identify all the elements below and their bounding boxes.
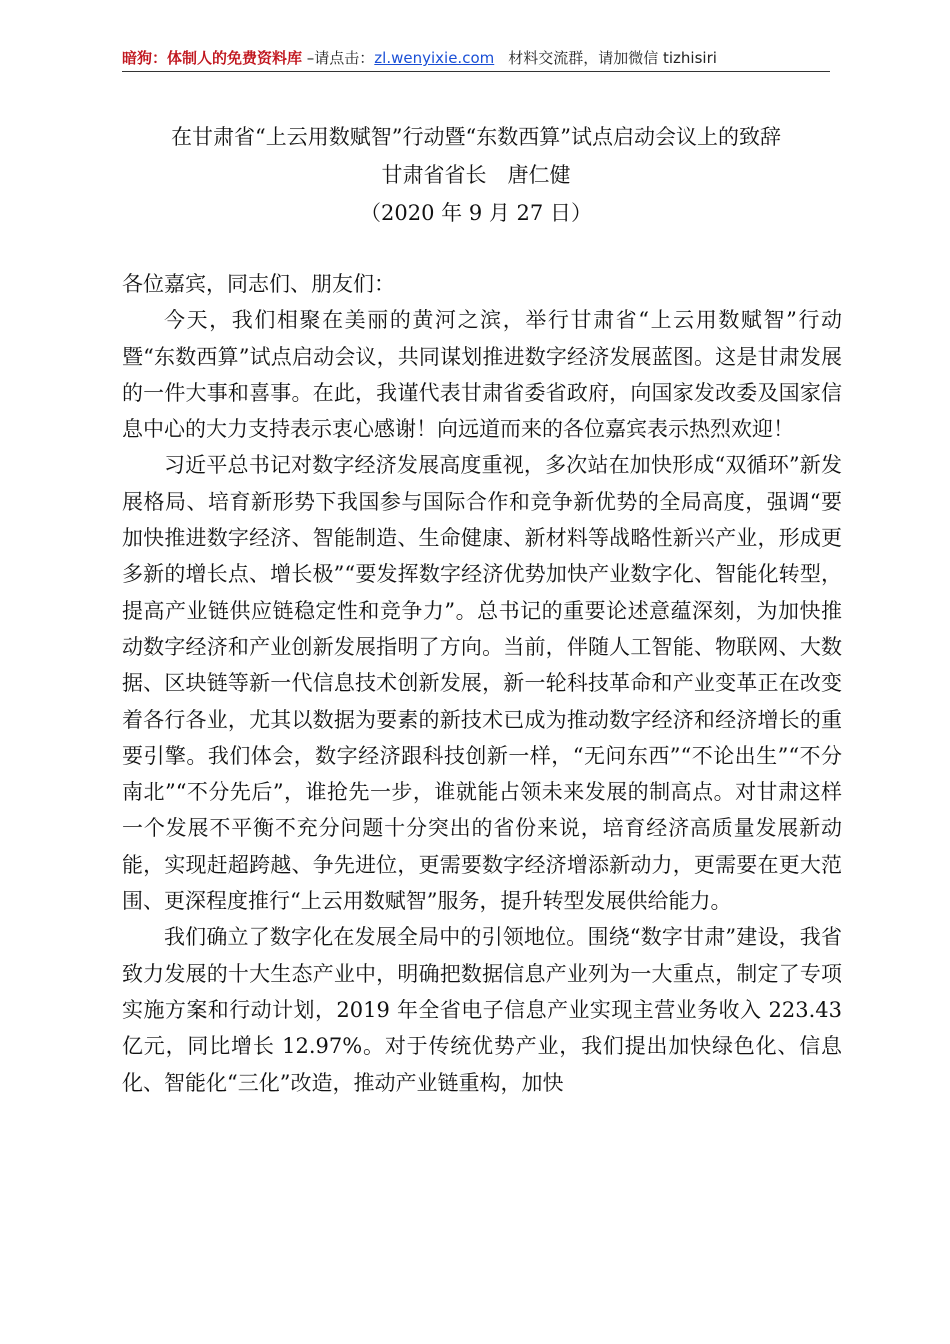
- header-note: 材料交流群，请加微信 tizhisiri: [508, 49, 717, 67]
- header-prompt: –请点击：: [302, 49, 375, 67]
- paragraph: 习近平总书记对数字经济发展高度重视，多次站在加快形成“双循环”新发展格局、培育新形势下我国参与国际合作和竞争新优势的全局高度，强调“要加快推进数字经济、智能制造、生命健康、新材料等战略性新兴产业，形成更多新的增长点、增长极”“要发挥数字经济优势加快产业数字化、智能化转型，提高产业链供应链稳定性和竞争力”。总书记的重要论述意蕴深刻，为加快推动数字经济和产业创新发展指明了方向。当前，伴随人工智能、物联网、大数据、区块链等新一代信息技术创新发展，新一轮科技革命和产业变革正在改变着各行各业，尤其以数据为要素的新技术已成为推动数字经济和经济增长的重要引擎。我们体会，数字经济跟科技创新一样，“无问东西”“不论出生”“不分南北”“不分先后”，谁抢先一步，谁就能占领未来发展的制高点。对甘肃这样一个发展不平衡不充分问题十分突出的省份来说，培育经济高质量发展新动能，实现赶超跨越、争先进位，更需要数字经济增添新动力，更需要在更大范围、更深程度推行“上云用数赋智”服务，提升转型发展供给能力。: [122, 453, 842, 914]
- document-title: 在甘肃省“上云用数赋智”行动暨“东数西算”试点启动会议上的致辞: [171, 125, 781, 149]
- header-link[interactable]: zl.wenyixie.com: [374, 49, 495, 67]
- page-header: [122, 46, 830, 70]
- header-brand: 暗狗：体制人的免费资料库: [122, 49, 303, 67]
- title-block: [122, 118, 830, 232]
- document-speaker: 甘肃省省长 唐仁健: [381, 163, 571, 187]
- paragraph: 我们确立了数字化在发展全局中的引领地位。围绕“数字甘肃”建设，我省致力发展的十大生态产业中，明确把数据信息产业列为一大重点，制定了专项实施方案和行动计划，2019 年全省电子信息产业实现主营业务收入 223.43 亿元，同比增长 12.97%。对于传统优势产业，我们提出加快绿色化、信息化、智能化“三化”改造，推动产业链重构，加快: [122, 925, 842, 1095]
- header-divider: [122, 71, 830, 72]
- document-date: （2020 年 9 月 27 日）: [360, 201, 592, 225]
- salutation: 各位嘉宾，同志们、朋友们：: [122, 272, 395, 296]
- document-body: [122, 266, 842, 1101]
- paragraph: 今天，我们相聚在美丽的黄河之滨，举行甘肃省“上云用数赋智”行动暨“东数西算”试点启动会议，共同谋划推进数字经济发展蓝图。这是甘肃发展的一件大事和喜事。在此，我谨代表甘肃省委省政府，向国家发改委及国家信息中心的大力支持表示衷心感谢！向远道而来的各位嘉宾表示热烈欢迎！: [122, 308, 842, 442]
